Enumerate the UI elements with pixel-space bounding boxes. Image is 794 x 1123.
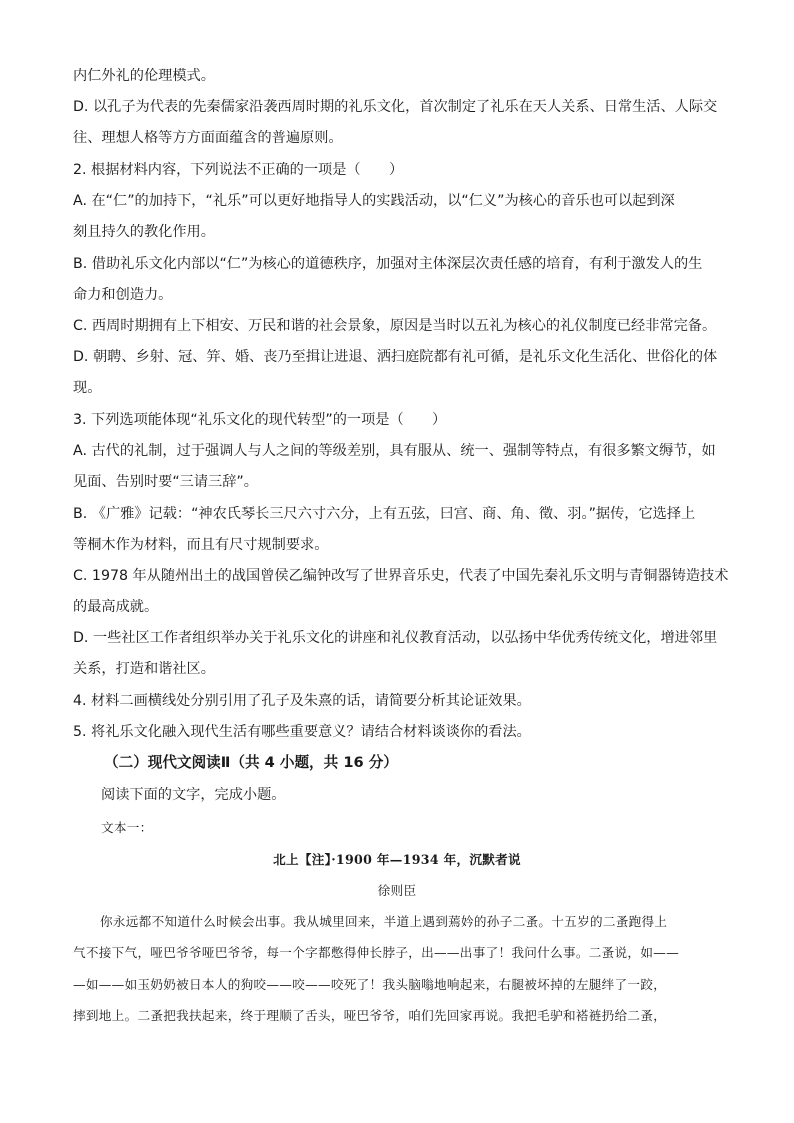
question-option: A. 在“仁”的加持下，“礼乐”可以更好地指导人的实践活动，以“仁义”为核心的音乐也可以起到深: [73, 193, 675, 209]
question-stem: 5. 将礼乐文化融入现代生活有哪些重要意义？请结合材料谈谈你的看法。: [73, 724, 531, 740]
story-author: 徐则臣: [377, 883, 417, 898]
story-paragraph-line: —如——如玉奶奶被日本人的狗咬——咬——咬死了！我头脑嗡地响起来，右腿被坏掉的左腿绊了一跤，: [73, 977, 667, 992]
question-option: B. 借助礼乐文化内部以“仁”为核心的道德秩序，加强对主体深层次责任感的培育，有利于激发人的生: [73, 256, 703, 272]
text-line: 命力和创造力。: [73, 287, 173, 303]
text-line: 刻且持久的教化作用。: [73, 224, 215, 240]
question-option: D. 朝聘、乡射、冠、笄、婚、丧乃至揖让进退、洒扫庭院都有礼可循，是礼乐文化生活化、世俗化的体: [73, 349, 718, 365]
instruction: 阅读下面的文字，完成小题。: [101, 787, 286, 803]
text-line: 见面、告别时要“三请三辞”。: [73, 474, 258, 490]
question-option: C. 1978 年从随州出土的战国曾侯乙编钟改写了世界音乐史，代表了中国先秦礼乐文明与青铜器铸造技术: [73, 568, 729, 584]
text-line: 内仁外礼的伦理模式。: [73, 68, 215, 84]
story-paragraph-line: 气不接下气，哑巴爷爷哑巴爷爷，每一个字都憋得伸长脖子，出——出事了！我问什么事。二蚤说，如——: [73, 945, 680, 960]
text-line: 的最高成就。: [73, 599, 159, 615]
question-option: A. 古代的礼制，过于强调人与人之间的等级差别，具有服从、统一、强制等特点，有很多繁文缛节，如: [73, 443, 716, 459]
text-line: 往、理想人格等方方面面蕴含的普遍原则。: [73, 130, 343, 146]
question-option: C. 西周时期拥有上下相安、万民和谐的社会景象，原因是当时以五礼为核心的礼仪制度已经非常完备。: [73, 318, 717, 334]
text-line: 关系，打造和谐社区。: [73, 661, 215, 677]
text-line: 等桐木作为材料，而且有尺寸规制要求。: [73, 537, 329, 553]
question-stem: 4. 材料二画横线处分别引用了孔子及朱熹的话，请简要分析其论证效果。: [73, 693, 531, 709]
section-heading: （二）现代文阅读Ⅱ（共 4 小题，共 16 分）: [104, 754, 398, 771]
question-option: D. 一些社区工作者组织举办关于礼乐文化的讲座和礼仪教育活动，以弘扬中华优秀传统文化，增进邻里: [73, 630, 718, 646]
story-paragraph-line: 你永远都不知道什么时候会出事。我从城里回来，半道上遇到蔫妗的孙子二蚤。十五岁的二蚤跑得上: [100, 914, 668, 929]
question-stem: 2. 根据材料内容，下列说法不正确的一项是（ ）: [73, 162, 404, 178]
question-stem: 3. 下列选项能体现“礼乐文化的现代转型”的一项是（ ）: [73, 412, 447, 428]
text-line: 现。: [73, 380, 102, 396]
story-title: 北上【注】·1900 年—1934 年，沉默者说: [273, 852, 521, 867]
story-paragraph-line: 摔到地上。二蚤把我扶起来，终于理顺了舌头，哑巴爷爷，咱们先回家再说。我把毛驴和褡裢扔给二蚤，: [73, 1008, 667, 1023]
question-option: D. 以孔子为代表的先秦儒家沿袭西周时期的礼乐文化，首次制定了礼乐在天人关系、日常生活、人际交: [73, 99, 718, 115]
text-label: 文本一：: [101, 820, 153, 835]
question-option: B. 《广雅》记载：“神农氏琴长三尺六寸六分，上有五弦，曰宫、商、角、徵、羽。”据传，它选择上: [73, 506, 696, 522]
